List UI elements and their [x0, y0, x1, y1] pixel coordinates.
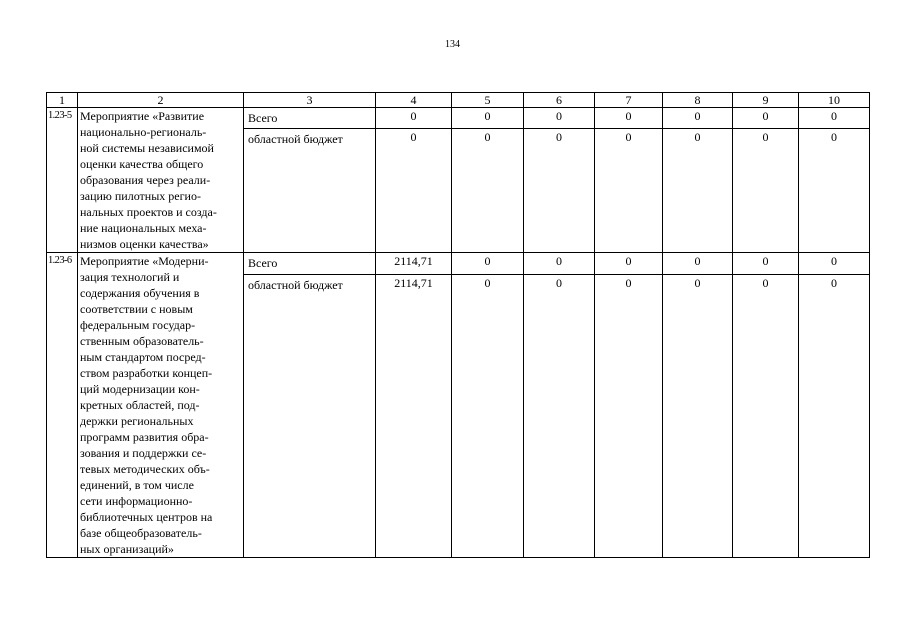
value-cell: 0 — [452, 275, 524, 558]
value-cell: 0 — [733, 129, 799, 253]
value-cell: 0 — [733, 108, 799, 129]
column-header: 5 — [452, 93, 524, 108]
budget-source: областной бюджет — [244, 129, 376, 253]
column-header: 4 — [376, 93, 452, 108]
table-row — [47, 253, 870, 275]
value-cell: 0 — [733, 275, 799, 558]
page-number: 134 — [445, 39, 460, 50]
budget-source: Всего — [244, 253, 376, 275]
table-row — [47, 108, 870, 129]
value-cell: 0 — [595, 275, 663, 558]
value-cell: 0 — [663, 108, 733, 129]
row-name: Мероприятие «Развитие национально-региональ- ной системы независимой оценки качества общего образования через реали- зацию пилотных регио- нальных проектов и созда- ние национальных меха- низмов оценки качества» — [78, 108, 244, 253]
column-header: 1 — [47, 93, 78, 108]
value-cell: 2114,71 — [376, 253, 452, 275]
column-header: 7 — [595, 93, 663, 108]
row-name: Мероприятие «Модерни- зация технологий и содержания обучения в соответствии с новым федеральным государ- ственным образователь- ным стандартом посред- ством разработки концеп- ций модернизации кон- кретных областей, под- держки региональных программ развития обра- зования и поддержки се- тевых методических объ- единений, в том числе сети информационно- библиотечных центров на базе общеобразователь- ных организаций» — [78, 253, 244, 558]
row-code: 1.23-5 — [47, 108, 78, 253]
value-cell: 0 — [524, 108, 595, 129]
value-cell: 0 — [799, 129, 870, 253]
column-header: 10 — [799, 93, 870, 108]
value-cell: 0 — [799, 275, 870, 558]
value-cell: 0 — [524, 253, 595, 275]
value-cell: 0 — [733, 253, 799, 275]
value-cell: 0 — [663, 129, 733, 253]
row-code: 1.23-6 — [47, 253, 78, 558]
column-number-row — [47, 93, 870, 108]
column-header: 2 — [78, 93, 244, 108]
budget-table — [46, 92, 870, 558]
value-cell: 2114,71 — [376, 275, 452, 558]
budget-source: областной бюджет — [244, 275, 376, 558]
budget-source: Всего — [244, 108, 376, 129]
value-cell: 0 — [524, 129, 595, 253]
column-header: 9 — [733, 93, 799, 108]
value-cell: 0 — [452, 108, 524, 129]
value-cell: 0 — [799, 108, 870, 129]
value-cell: 0 — [452, 129, 524, 253]
value-cell: 0 — [595, 253, 663, 275]
column-header: 8 — [663, 93, 733, 108]
value-cell: 0 — [799, 253, 870, 275]
value-cell: 0 — [452, 253, 524, 275]
value-cell: 0 — [663, 275, 733, 558]
column-header: 3 — [244, 93, 376, 108]
value-cell: 0 — [595, 129, 663, 253]
value-cell: 0 — [663, 253, 733, 275]
value-cell: 0 — [595, 108, 663, 129]
column-header: 6 — [524, 93, 595, 108]
value-cell: 0 — [376, 129, 452, 253]
value-cell: 0 — [524, 275, 595, 558]
value-cell: 0 — [376, 108, 452, 129]
